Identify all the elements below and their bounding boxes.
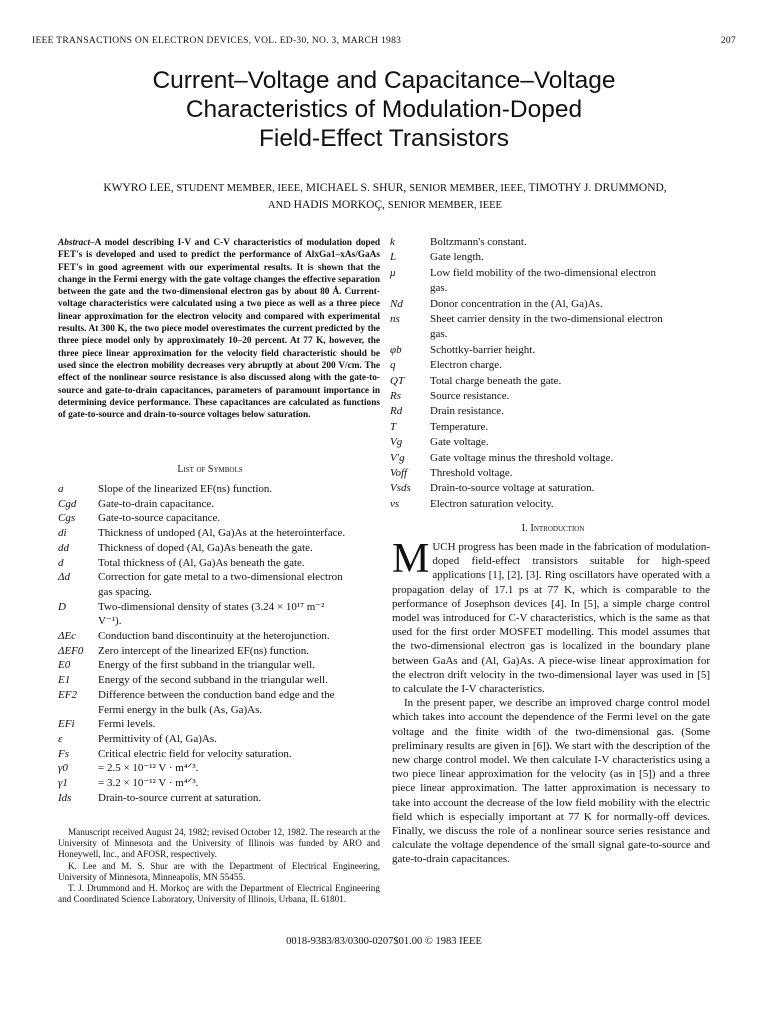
symbol-definition: Zero intercept of the linearized EF(ns) function. xyxy=(98,644,310,657)
symbol-definition: gas. xyxy=(430,282,448,295)
section-heading: I. Introduction xyxy=(521,523,585,534)
abstract-text: –A model describing I-V and C-V characteristics of modulation doped FET's is developed and used to predict the performance of AlxGa1–xAs/GaAs FET's in good agreement with our experimental results. It is shown that the change in the Fermi energy with the gate voltage changes the effective separation between the gate and the two-dimensional electron gas by about 80 Å. Current-voltage characteristics were calculated using a two piece as well as a three piece linear approximation for the electron velocity and compared with experimental results. At 300 K, the two piece model overestimates the current predicted by the three piece model only by approximately 10–20 percent. At 77 K, however, the three piece linear approximation for the velocity field characteristic should be used since the electron mobility decreases very abruptly at about 200 V/cm. The effect of the nonlinear source resistance is also discussed along with the gate-to-source and gate-to-drain capacitances, parameters of paramount importance in determining device performance. These capacitances are calculated as functions of gate-to-source and drain-to-source voltages below saturation. xyxy=(58,238,380,421)
symbol-definition: Thickness of doped (Al, Ga)As beneath the gate. xyxy=(98,541,313,554)
symbol: EF2 xyxy=(58,688,77,701)
author-1: KWYRO LEE, xyxy=(103,182,174,194)
symbol-definition: Total charge beneath the gate. xyxy=(430,374,562,387)
symbol-definition: Sheet carrier density in the two-dimensional electron xyxy=(430,313,663,325)
symbol-definition: Electron saturation velocity. xyxy=(430,497,554,510)
symbol-definition: gas spacing. xyxy=(98,585,152,598)
symbol-definition: V⁻¹). xyxy=(98,615,122,628)
symbol: ΔEc xyxy=(58,630,77,642)
symbol-definition: Low field mobility of the two-dimensional electron xyxy=(430,266,657,279)
author-list xyxy=(40,180,730,214)
symbol-definition: = 2.5 × 10⁻¹² V · m⁴ᐟ³. xyxy=(98,762,199,775)
symbol-definition: Energy of the first subband in the triangular well. xyxy=(98,659,315,672)
author-join: AND xyxy=(268,200,291,211)
symbol: ε xyxy=(58,732,63,745)
symbol: dd xyxy=(58,541,69,554)
symbol: Ids xyxy=(58,791,72,804)
title-line-1: Current–Voltage and Capacitance–Voltage xyxy=(152,67,616,94)
symbol-definition: Schottky-barrier height. xyxy=(430,343,536,356)
symbol: Voff xyxy=(390,467,408,479)
symbol-definition: Difference between the conduction band edge and the xyxy=(98,688,335,701)
journal-info: IEEE TRANSACTIONS ON ELECTRON DEVICES, VOL. ED-30, NO. 3, MARCH 1983 xyxy=(32,36,402,46)
symbol: Rd xyxy=(390,405,403,418)
symbol: Fs xyxy=(58,747,69,760)
symbol: E1 xyxy=(58,674,71,687)
symbol: γ0 xyxy=(58,762,68,775)
symbol: Nd xyxy=(390,297,403,310)
symbol: Rs xyxy=(390,390,401,402)
symbol: Cgs xyxy=(58,512,76,525)
symbol-definition: Gate voltage. xyxy=(430,436,489,449)
symbol-definition: Fermi energy in the bulk (As, Ga)As. xyxy=(98,703,263,716)
symbol-definition: Drain-to-source voltage at saturation. xyxy=(430,482,595,495)
symbol-definition: Conduction band discontinuity at the heterojunction. xyxy=(98,630,330,642)
author-4-role: SENIOR MEMBER, IEEE xyxy=(387,200,502,211)
symbol: D xyxy=(58,600,66,613)
symbol: k xyxy=(390,236,395,248)
footnote xyxy=(58,827,380,905)
symbol-definition: Source resistance. xyxy=(430,390,510,402)
title-line-3: Field-Effect Transistors xyxy=(258,125,510,152)
symbol: q xyxy=(390,359,396,372)
drop-cap: M xyxy=(392,536,430,582)
list-of-symbols-heading: List of Symbols xyxy=(177,464,243,475)
symbol-definition: Thickness of undoped (Al, Ga)As at the heterointerface. xyxy=(98,527,346,540)
footnote-affiliation-2: T. J. Drummond and H. Morkoç are with the Department of Electrical Engineering and Coordinated Science Laboratory, University of Illinois, Urbana, IL 61801. xyxy=(58,883,380,905)
symbol: vs xyxy=(390,497,400,510)
symbol-definition: = 3.2 × 10⁻¹² V · m⁴ᐟ³. xyxy=(98,777,199,789)
symbol: QT xyxy=(390,374,405,387)
symbol-definition: Permittivity of (Al, Ga)As. xyxy=(98,732,217,745)
intro-paragraph-2: In the present paper, we describe an improved charge control model which takes into account the dependence of the Fermi level on the gate voltage and the finite width of the two-dimensional gas. (Some preliminary results are given in [6]). We start with the description of the new charge control model. We then calculate I-V characteristics using a two piece linear approximation for the velocity (as in [5]) and a three piece linear approximation. The latter approximation is necessary to take into account the decrease of the low field mobility with the electric field which is especially important at 77 K for normally-off devices. Finally, we discuss the role of a nonlinear source series resistance and calculate the voltage dependence of the small signal gate-to-source and gate-to-drain capacitances. xyxy=(392,697,710,866)
footnote-affiliation-1: K. Lee and M. S. Shur are with the Department of Electrical Engineering, University of Minnesota, Minneapolis, MN 55455. xyxy=(58,860,380,882)
symbol-definition: Gate voltage minus the threshold voltage. xyxy=(430,451,614,464)
symbol-definition: Total thickness of (Al, Ga)As beneath the gate. xyxy=(98,556,305,569)
intro-paragraph-1: UCH progress has been made in the fabrication of modulation-doped field-effect transistors suitable for high-speed applications [1], [2], [3]. Ring oscillators have operated with a propagation delay of 17.1 ps at 77 K, which is comparable to the performance of Josephson devices [4]. In [5], a simple charge control model was introduced for C-V characteristics, which is the same as that used for the first order MOSFET modelling. This model assumes that the two-dimensional electron gas is localized in the boundary plane between GaAs and (Al, Ga)As. A piece-wise linear approximation for the electron drift velocity in the two-dimensional layer was used in [5] to calculate the I-V characteristics. xyxy=(392,541,710,696)
symbol: EFi xyxy=(58,718,75,731)
symbol-definition: Electron charge. xyxy=(430,359,502,372)
author-1-role: STUDENT MEMBER, IEEE, xyxy=(176,183,303,194)
symbol-definition: Two-dimensional density of states (3.24 × 10¹⁷ m⁻² xyxy=(98,600,325,613)
symbol-definition: Fermi levels. xyxy=(98,718,156,731)
copyright-footer: 0018-9383/83/0300-0207$01.00 © 1983 IEEE xyxy=(286,936,482,947)
symbol: E0 xyxy=(58,659,71,672)
symbol: T xyxy=(390,420,397,433)
symbol-definition: Gate-to-drain capacitance. xyxy=(98,497,215,510)
paper-title xyxy=(0,66,768,153)
abstract xyxy=(58,237,380,421)
symbol: L xyxy=(390,251,397,264)
symbol-definition: Correction for gate metal to a two-dimensional electron xyxy=(98,571,343,584)
symbol-definition: Gate length. xyxy=(430,251,484,264)
symbol: d xyxy=(58,556,64,569)
author-2: MICHAEL S. SHUR, xyxy=(305,182,407,194)
symbol: V'g xyxy=(390,451,405,464)
abstract-label: Abstract xyxy=(58,238,91,248)
running-header xyxy=(32,36,736,46)
symbol-definition: Energy of the second subband in the triangular well. xyxy=(98,674,328,687)
author-3: TIMOTHY J. DRUMMOND, xyxy=(528,182,667,194)
author-2-role: SENIOR MEMBER, IEEE, xyxy=(409,183,526,194)
symbol-definition: gas. xyxy=(430,328,448,341)
symbol-definition: Drain resistance. xyxy=(430,405,504,418)
symbol: μ xyxy=(390,266,396,279)
symbol-definition: Threshold voltage. xyxy=(430,467,513,479)
symbol: Vsds xyxy=(390,482,411,495)
symbol-definition: Boltzmann's constant. xyxy=(430,236,527,248)
symbol-definition: Slope of the linearized EF(ns) function. xyxy=(98,483,273,495)
page-number: 207 xyxy=(720,36,736,46)
title-line-2: Characteristics of Modulation-Doped xyxy=(185,96,583,123)
symbol: Δd xyxy=(58,571,70,584)
symbol: Cgd xyxy=(58,497,77,510)
symbol-definition: Temperature. xyxy=(430,420,489,433)
symbol-definition: Gate-to-source capacitance. xyxy=(98,512,221,525)
introduction-body xyxy=(392,536,710,867)
symbol-definition: Critical electric field for velocity saturation. xyxy=(98,747,292,760)
symbol: Vg xyxy=(390,436,403,449)
footnote-manuscript: Manuscript received August 24, 1982; revised October 12, 1982. The research at the University of Minnesota and the University of Illinois was funded by ARO and Honeywell, Inc., and AFOSR, respectively. xyxy=(58,827,380,860)
symbol: a xyxy=(58,483,64,495)
symbol: φb xyxy=(390,343,402,356)
symbol: γ1 xyxy=(58,777,68,789)
symbol: di xyxy=(58,527,67,540)
symbol-definition: Drain-to-source current at saturation. xyxy=(98,791,262,804)
author-4: HADIS MORKOÇ, xyxy=(293,199,386,211)
symbol-definition: Donor concentration in the (Al, Ga)As. xyxy=(430,297,603,310)
symbol: ΔEF0 xyxy=(58,644,84,657)
symbol: ns xyxy=(390,313,400,325)
